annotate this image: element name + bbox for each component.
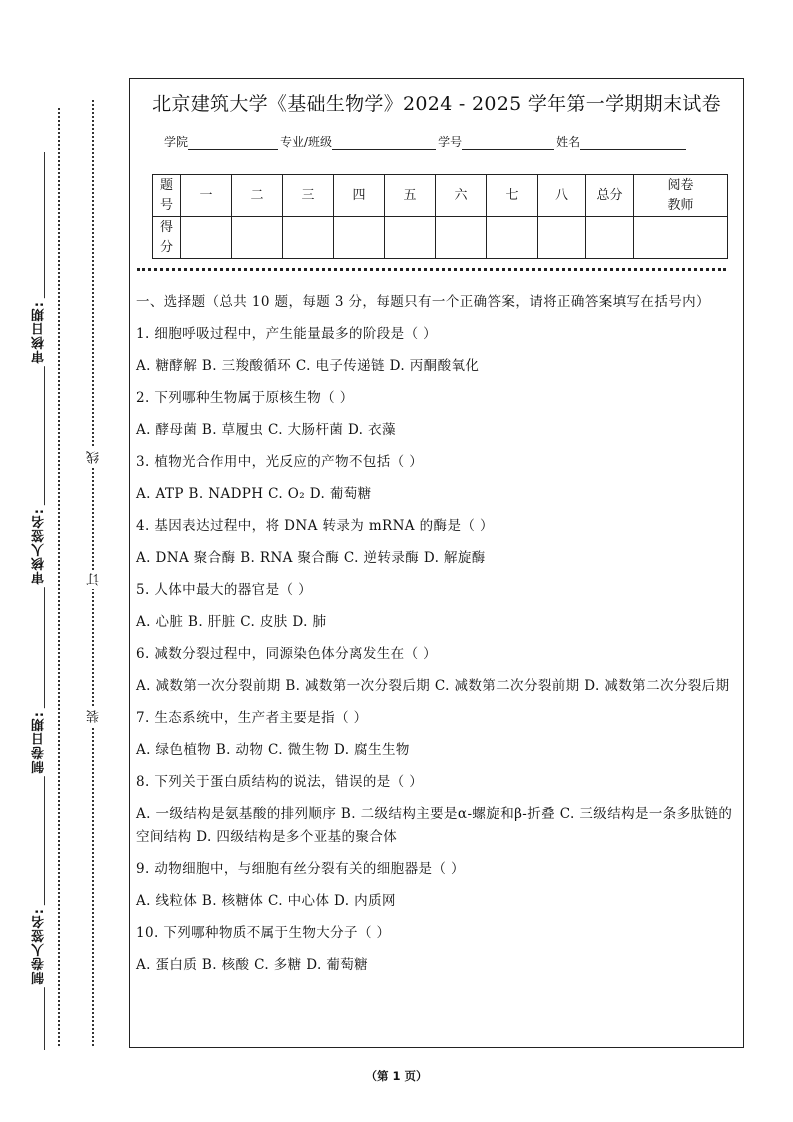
question-5-options: A. 心脏 B. 肝脏 C. 皮肤 D. 肺: [136, 614, 327, 630]
page-number: （第 1 页）: [365, 1069, 428, 1083]
score-table-score-row: [153, 217, 728, 259]
question-1-options: A. 糖酵解 B. 三羧酸循环 C. 电子传递链 D. 丙酮酸氧化: [136, 358, 480, 374]
score-cell-7[interactable]: [487, 217, 538, 259]
binding-word-bind: 装: [85, 707, 104, 726]
score-cell-5[interactable]: [385, 217, 436, 259]
exam-title: 北京建筑大学《基础生物学》2024 - 2025 学年第一学期期末试卷: [152, 93, 721, 115]
header-label-line-1: 题: [159, 177, 173, 193]
score-label-cell: [153, 217, 181, 259]
question-4-options: A. DNA 聚合酶 B. RNA 聚合酶 C. 逆转录酶 D. 解旋酶: [136, 550, 486, 566]
review-date-label: 审核日期:: [30, 298, 49, 366]
reviewer-header-line-2: 教师: [667, 197, 694, 213]
col-header-7: 七: [487, 175, 538, 217]
reviewer-signature-label: 审核人签名:: [30, 505, 49, 587]
name-field[interactable]: [580, 135, 686, 150]
binding-margin: [0, 0, 128, 1122]
question-3: 3. 植物光合作用中，光反应的产物不包括（ ）: [136, 454, 424, 470]
col-header-1: 一: [181, 175, 232, 217]
student-id-field[interactable]: [462, 135, 554, 150]
question-2-options: A. 酵母菌 B. 草履虫 C. 大肠杆菌 D. 衣藻: [136, 422, 396, 438]
score-table-header-row: [153, 175, 728, 217]
col-header-8: 八: [538, 175, 586, 217]
col-header-6: 六: [436, 175, 487, 217]
section-heading: 一、选择题（总共 10 题，每题 3 分，每题只有一个正确答案，请将正确答案填写在括号内）: [136, 294, 710, 310]
question-9: 9. 动物细胞中，与细胞有丝分裂有关的细胞器是（ ）: [136, 861, 465, 877]
question-6-options: A. 减数第一次分裂前期 B. 减数第一次分裂后期 C. 减数第二次分裂前期 D. 减数第二次分裂后期: [136, 678, 730, 694]
header-label-line-2: 号: [159, 197, 173, 213]
question-6: 6. 减数分裂过程中，同源染色体分离发生在（ ）: [136, 646, 438, 662]
col-header-3: 三: [283, 175, 334, 217]
question-3-options: A. ATP B. NADPH C. O₂ D. 葡萄糖: [136, 486, 372, 502]
student-info-row: [164, 133, 688, 150]
prepare-date-label: 制卷日期:: [30, 708, 49, 776]
score-cell-2[interactable]: [232, 217, 283, 259]
score-table: [152, 174, 728, 259]
score-cell-6[interactable]: [436, 217, 487, 259]
question-7-options: A. 绿色植物 B. 动物 C. 微生物 D. 腐生生物: [136, 742, 410, 758]
major-class-field[interactable]: [332, 135, 436, 150]
question-10-options: A. 蛋白质 B. 核酸 C. 多糖 D. 葡萄糖: [136, 957, 369, 973]
col-header-4: 四: [334, 175, 385, 217]
field-label-student-id: 学号: [438, 135, 463, 149]
score-label-line-2: 分: [159, 239, 173, 255]
college-field[interactable]: [188, 135, 278, 150]
reviewer-header-cell: [634, 175, 728, 217]
question-10: 10. 下列哪种物质不属于生物大分子（ ）: [136, 925, 391, 941]
field-label-college: 学院: [164, 135, 189, 149]
score-cell-reviewer[interactable]: [634, 217, 728, 259]
question-7: 7. 生态系统中，生产者主要是指（ ）: [136, 710, 368, 726]
question-1: 1. 细胞呼吸过程中，产生能量最多的阶段是（ ）: [136, 326, 438, 342]
question-2: 2. 下列哪种生物属于原核生物（ ）: [136, 390, 354, 406]
score-cell-4[interactable]: [334, 217, 385, 259]
col-header-2: 二: [232, 175, 283, 217]
binding-word-staple: 订: [85, 570, 104, 589]
field-label-major-class: 专业/班级: [280, 135, 333, 149]
score-cell-1[interactable]: [181, 217, 232, 259]
questions-section: [136, 291, 737, 977]
binding-dotted-line-outer: [58, 108, 60, 1046]
header-label-cell: [153, 175, 181, 217]
reviewer-header-line-1: 阅卷: [667, 177, 694, 193]
binding-word-line: 线: [85, 448, 104, 467]
dotted-separator: [137, 268, 726, 271]
exam-frame: [129, 78, 744, 1048]
col-header-5: 五: [385, 175, 436, 217]
question-8-options: A. 一级结构是氨基酸的排列顺序 B. 二级结构主要是α-螺旋和β-折叠 C. 三级结构是一条多肽链的空间结构 D. 四级结构是多个亚基的聚合体: [136, 806, 733, 845]
field-label-name: 姓名: [556, 135, 581, 149]
question-8: 8. 下列关于蛋白质结构的说法，错误的是（ ）: [136, 774, 424, 790]
score-cell-8[interactable]: [538, 217, 586, 259]
question-4: 4. 基因表达过程中，将 DNA 转录为 mRNA 的酶是（ ）: [136, 518, 494, 534]
score-label-line-1: 得: [159, 219, 173, 235]
preparer-signature-label: 制卷人签名:: [30, 905, 49, 987]
score-cell-3[interactable]: [283, 217, 334, 259]
col-header-total: 总分: [586, 175, 634, 217]
question-9-options: A. 线粒体 B. 核糖体 C. 中心体 D. 内质网: [136, 893, 396, 909]
question-5: 5. 人体中最大的器官是（ ）: [136, 582, 312, 598]
score-cell-total[interactable]: [586, 217, 634, 259]
